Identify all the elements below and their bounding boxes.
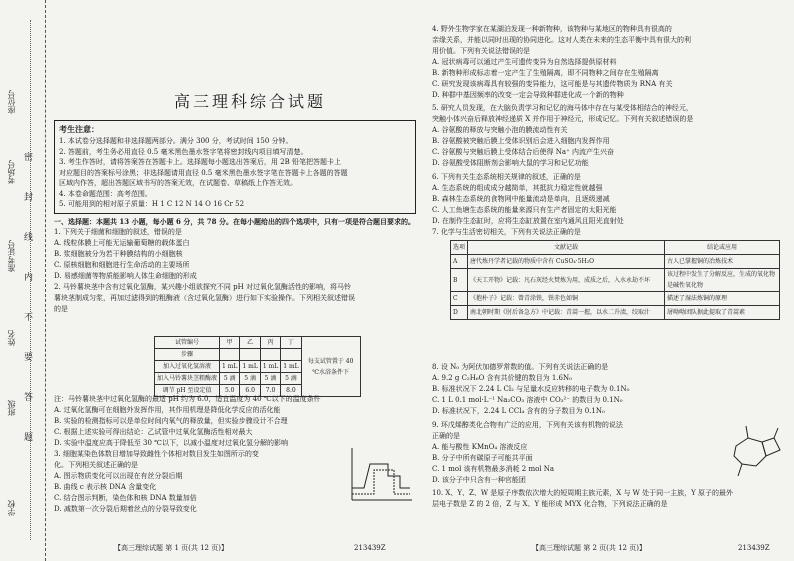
seven-ring <box>734 438 766 466</box>
option: B. 浆细胞被分为若干种膜结构的小细胞核 <box>54 250 183 258</box>
seal-char: 内 <box>24 273 34 283</box>
notice-item: 4. 本卷命题范围：高考范围。 <box>59 189 152 198</box>
option: A. 能与酸性 KMnO₄ 溶液反应 <box>432 443 528 451</box>
question-3 <box>54 449 344 515</box>
option: D. 实验中温度应高于降低至 30 ℃以下，以减小温度对过氧化氢分解的影响 <box>54 439 289 447</box>
table-cell: 1 mL <box>260 361 280 373</box>
footer-left: 【高三理综试题 第 1 页(共 12 页)】 <box>114 544 228 552</box>
option: C. 1 L 0.1 mol·L⁻¹ Na₂CO₃ 溶液中 CO₃²⁻ 的数目为 0.1N₀ <box>432 396 623 404</box>
oh-bond <box>738 464 742 476</box>
question-line: 突触小体兴奋后释放神经递质 X 并作用于神经元，形成记忆。下列有关叙述错误的是 <box>432 115 694 123</box>
name-label: 姓名 <box>7 330 16 346</box>
section-one <box>54 216 416 315</box>
seal-char: 线 <box>24 233 34 243</box>
question-6 <box>432 172 786 238</box>
school-label: 学校 <box>7 500 16 516</box>
seal-char: 不 <box>24 313 34 323</box>
option: D. 该分子中只含有一种官能团 <box>432 476 526 484</box>
table-cell: 8.0 <box>281 385 301 397</box>
notice-box <box>54 120 416 214</box>
question-line: 2. 马铃薯块茎中含有过氧化氢酶，某兴趣小组欲探究不同 pH 对过氧化氢酶活性的影响，将马铃 <box>54 283 351 291</box>
table-note: 每支试管置于 40 ℃水浴条件下 <box>301 337 360 397</box>
notice-item: 区域内作答，超出答题区域书写的答案无效，在试题卷、草稿纸上作答无效。 <box>59 179 297 187</box>
option: B. 新物种形成标志着一定产生了生殖隔离，即不同物种之间存在生殖隔离 <box>432 69 659 77</box>
table-cell: 5 滴 <box>260 373 280 385</box>
option: B. 实验的检测指标可以是单位时间内氧气的释放量，但实验步骤设计不合理 <box>54 417 288 425</box>
option: A. 9.2 g C₂H₆O 含有共价键的数目为 1.6N₀ <box>432 374 572 382</box>
table-header-cell: 文献记载 <box>468 241 665 255</box>
option: B. 标准状况下 2.24 L Cl₂ 与足量水反应转移的电子数为 0.1N₀ <box>432 385 630 393</box>
question-4 <box>432 24 786 101</box>
graph-curve-b <box>352 470 410 494</box>
question-line: 4. 野外生物学家在某湖泊发现一种新物种，该物种与某地区的物种具有很高的 <box>432 25 672 33</box>
question-10 <box>432 488 786 510</box>
table-cell: 南北朝时期《肘后备急方》中记载：青蒿一握，以水二升渍，绞取汁 <box>468 306 665 320</box>
option: C. 结合图示判断，染色体和核 DNA 数量加倍 <box>54 494 197 502</box>
option: A. 生态系统的组成成分越简单，其抵抗力稳定性就越强 <box>432 184 603 192</box>
note-line: 注：马铃薯块茎中过氧化氢酶的最适 pH 约为 6.0，适宜温度为 40 ℃以下的温度条件 <box>54 395 321 403</box>
question-line: 层电子数是 Z 的 2 倍，Z 与 X、Y 能形成 MYX 化合物，下列说法正确的是 <box>432 500 668 508</box>
table-cell: 该过程中发生了分解反应，生成的氧化物是碱性氧化物 <box>665 269 780 292</box>
question-line: 用价值。下列有关说法错误的是 <box>432 47 530 55</box>
question-line: 的是 <box>54 305 68 313</box>
table-cell: 1 mL <box>240 361 260 373</box>
graph-curve-a <box>352 464 410 488</box>
seal-char: 要 <box>24 353 34 363</box>
option: B. 曲线 c 表示核 DNA 含量变化 <box>54 483 157 491</box>
table-cell: 屠呦呦团队据此提取了青蒿素 <box>665 306 780 320</box>
option: D. 种群中基因频率的改变一定会导致种群进化成一个新的物种 <box>432 91 624 99</box>
question-line: 化。下列相关叙述正确的是 <box>54 461 138 469</box>
substituent-bond <box>746 426 748 438</box>
table-cell: D <box>451 306 468 320</box>
five-ring <box>762 438 780 456</box>
table-cell: 5 滴 <box>220 373 240 385</box>
question-line: 3. 细胞某染色体数目增加导致雌性个体相对数目发生如图所示的变 <box>54 450 259 458</box>
table-cell: 《天工开物》记载：凡石灰经火焚炼为用，成质之后，入水永劫不坏 <box>468 269 665 292</box>
seal-char: 封 <box>24 193 34 203</box>
option: A. 过氧化氢酶可在细胞外发挥作用，其作用机理是降低化学反应的活化能 <box>54 406 281 414</box>
option: D. 谷氨酸受体阻断剂会影响大鼠的学习和记忆功能 <box>432 159 589 167</box>
option: D. 标准状况下，2.24 L CCl₄ 含有的分子数目为 0.1N₀ <box>432 407 605 415</box>
table-header-cell: 甲 <box>220 337 240 349</box>
option: A. 谷氨酸的释放与突触小泡的膜流动性有关 <box>432 126 568 134</box>
question-line: 7. 化学与生活密切相关，下列有关说法正确的是 <box>432 228 581 236</box>
option: A. 线粒体膜上可能无运输葡萄糖的载体蛋白 <box>54 239 190 247</box>
table-cell: 唐代炼丹学者记载的物质中含有 CuSO₄·5H₂O <box>468 255 665 269</box>
class-label: 班级 <box>7 400 16 416</box>
question-line: 6. 下列有关生态系统相关规律的叙述，正确的是 <box>432 173 581 181</box>
option: D. 易感细菌等物质能影响人体生命细胞的形成 <box>54 272 197 280</box>
exam-title: 高三理科综合试题 <box>174 92 327 111</box>
table-cell: 1 mL <box>220 361 240 373</box>
table-cell: 5 滴 <box>281 373 301 385</box>
question-line: 8. 设 N₀ 为阿伏加德罗常数的值。下列有关说法正确的是 <box>432 363 609 371</box>
chromosome-graph <box>344 444 416 506</box>
notice-item: 对应题目的答案标号涂黑；非选择题请用直径 0.5 毫米黑色墨水签字笔在答题卡上各题的答题 <box>59 168 348 177</box>
notice-heading: 考生注意： <box>59 124 99 134</box>
seal-char: 题 <box>24 433 34 443</box>
table-cell: 5 滴 <box>240 373 260 385</box>
option: A. 冠状病毒可以通过产生可遗传变异为自然选择提供原材料 <box>432 58 617 66</box>
table-cell: 1 mL <box>281 361 301 373</box>
table-cell: B <box>451 269 468 292</box>
q2-options <box>54 394 416 449</box>
table-cell: C <box>451 292 468 306</box>
exam-room-label: 考场号 <box>7 160 16 184</box>
table-cell: 调节 pH 至设定值 <box>155 385 220 397</box>
experiment-table <box>154 336 361 397</box>
table-header-cell: 试管编号 <box>155 337 220 349</box>
option: C. 谷氨酸与突触后膜上受体结合后使得 Na⁺ 内流产生兴奋 <box>432 148 614 156</box>
question-line: 5. 研究人员发现，在大脑负责学习和记忆的海马体中存在与某受体相结合的神经元， <box>432 104 693 112</box>
question-line: 1. 下列关于细菌和细胞的叙述，错误的是 <box>54 228 182 236</box>
table-cell: 古人已掌握铜的冶炼技术 <box>665 255 780 269</box>
table-cell: 步骤 <box>155 349 220 361</box>
question-9 <box>432 420 712 486</box>
option: A. 图示物质变化可以出现在有丝分裂后期 <box>54 472 183 480</box>
option: C. 人工鱼塘生态系统的能量来源只有生产者固定的太阳光能 <box>432 206 617 214</box>
molecule-structure <box>718 420 784 486</box>
binding-margin <box>0 0 46 561</box>
table-cell: 加入马铃薯块茎粗酶液 <box>155 373 220 385</box>
option: C. 研究发现该病毒具有较强的变异能力，这可能是与其遗传物质为 RNA 有关 <box>432 80 673 88</box>
footer-left-code: 213439Z <box>354 544 386 552</box>
table-header-cell: 丁 <box>281 337 301 349</box>
table-header-cell: 选项 <box>451 241 468 255</box>
table-header-cell: 丙 <box>260 337 280 349</box>
seat-label: 座位号 <box>7 90 16 114</box>
table-cell: 描述了湿法炼铜的原理 <box>665 292 780 306</box>
option: B. 分子中所有碳原子可能共平面 <box>432 454 533 462</box>
table-cell: A <box>451 255 468 269</box>
option: C. 1 mol 该有机物最多消耗 2 mol Na <box>432 465 555 473</box>
table-header-cell: 结论或应用 <box>665 241 780 255</box>
notice-item: 5. 可能用到的相对原子质量：H 1 C 12 N 14 O 16 Cr 52 <box>59 200 245 208</box>
option: C. 原核细胞和细胞进行生命活动的主要场所 <box>54 261 190 269</box>
footer-right-code: 213439Z <box>738 544 770 552</box>
option: D. 减数第一次分裂后期着丝点的分裂导致变化 <box>54 505 197 513</box>
notice-item: 3. 考生作答时，请将答案答在答题卡上。选择题每小题选出答案后，用 2B 铅笔把答题卡上 <box>59 158 341 166</box>
option: D. 在制作生态缸时，应将生态缸放置在室内通风且阳光直射处 <box>432 217 624 225</box>
question-line: 正确的是 <box>432 432 460 440</box>
question-5 <box>432 103 786 169</box>
question-line: 薯块茎制成匀浆，再加过滤得到的粗酶液（含过氧化氢酶）进行如下实验操作。下列相关叙述错误 <box>54 294 355 302</box>
seal-char: 密 <box>24 153 34 163</box>
literature-table <box>450 240 780 320</box>
option: C. 根据上述实验可得出结论：乙试管中过氧化氢酶活性相对最大 <box>54 428 253 436</box>
table-header-cell: 乙 <box>240 337 260 349</box>
seal-char: 答 <box>24 393 34 403</box>
oh-bond-2 <box>774 428 778 438</box>
notice-item: 2. 答题前，考生务必用直径 0.5 毫米黑色墨水签字笔将密封线内项目填写清楚。 <box>59 147 308 156</box>
table-cell: 5.0 <box>220 385 240 397</box>
footer-right: 【高三理综试题 第 2 页(共 12 页)】 <box>532 544 646 552</box>
question-8 <box>432 362 786 417</box>
option: B. 谷氨酸被突触后膜上受体识别后会进入细胞内发挥作用 <box>432 137 610 145</box>
section-heading: 一、选择题：本题共 13 小题，每小题 6 分，共 78 分。在每小题给出的四个选项中，只有一项是符合题目要求的。 <box>54 217 415 226</box>
question-line: 9. 环戊烯醇类化合物有广泛的应用，下列有关该有机物的说法 <box>432 421 623 429</box>
table-cell: 6.0 <box>240 385 260 397</box>
notice-item: 1. 本试卷分选择题和非选择题两部分。满分 300 分，考试时间 150 分钟。 <box>59 137 293 145</box>
table-cell: 7.0 <box>260 385 280 397</box>
question-line: 亲缘关系，并能以同时出现的协同进化。这对人类在未来的生态平衡中具有很大的利 <box>432 36 691 44</box>
question-line: 10. X、Y、Z、W 是原子序数依次增大的短周期主族元素，X 与 W 处于同一主族，Y 原子的最外 <box>432 489 733 497</box>
option: B. 森林生态系统的食物网中能量流动是单向，且逐级递减 <box>432 195 610 203</box>
table-cell: 《抱朴子》记载：曾青涂铁，铁赤色如铜 <box>468 292 665 306</box>
ticket-label: 准考证号 <box>7 240 16 272</box>
table-cell: 加入过氧化氢溶液 <box>155 361 220 373</box>
